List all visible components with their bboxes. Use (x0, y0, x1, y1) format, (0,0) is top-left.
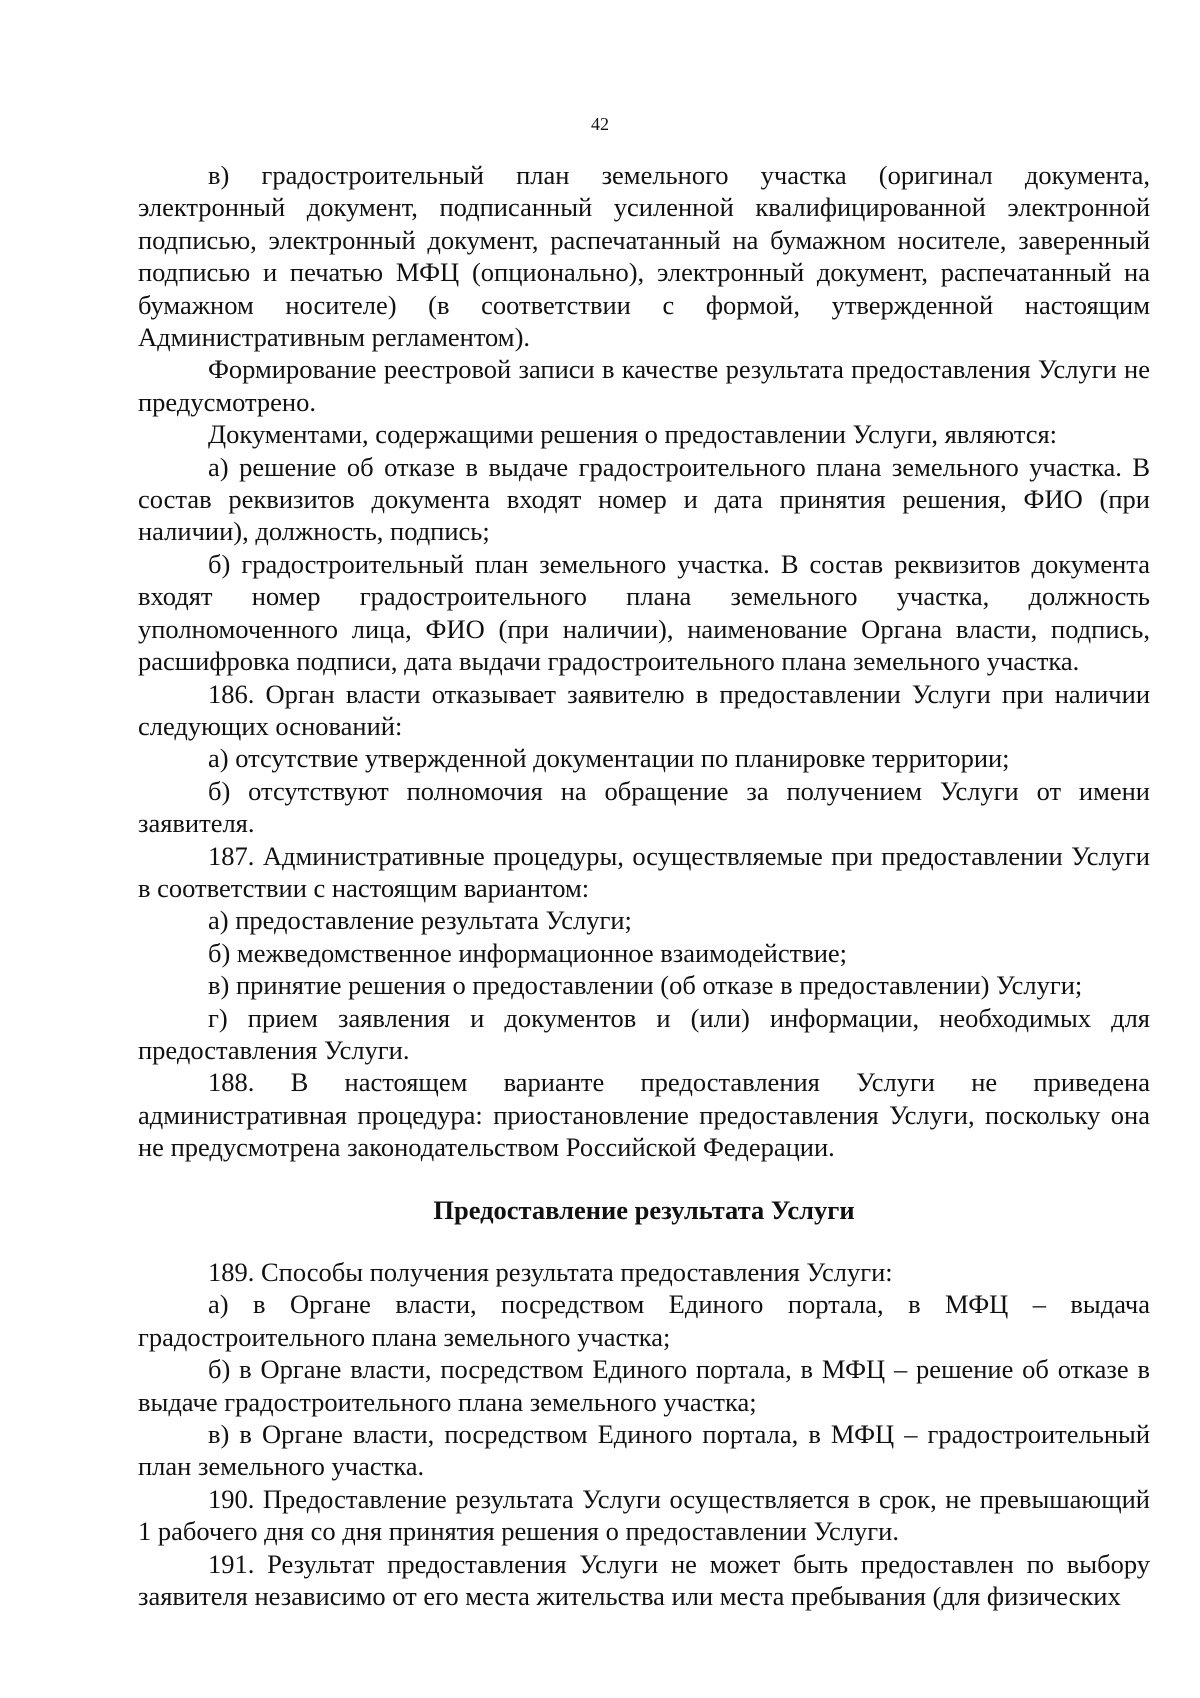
page-number: 42 (591, 114, 609, 134)
paragraph: 187. Административные процедуры, осуществляемые при предоставлении Услуги в соответствии с настоящим вариантом: (138, 840, 1150, 903)
paragraph: 190. Предоставление результата Услуги осуществляется в срок, не превышающий 1 рабочего дня со дня принятия решения о предоставлении Услуги. (138, 1483, 1150, 1547)
paragraph: а) отсутствие утвержденной документации по планировке территории; (208, 743, 1010, 774)
paragraph: б) межведомственное информационное взаимодействие; (208, 937, 848, 968)
document-body (138, 159, 1150, 1612)
paragraph: б) отсутствуют полномочия на обращение за получением Услуги от имени заявителя. (138, 775, 1150, 839)
paragraph: а) решение об отказе в выдаче градостроительного плана земельного участка. В состав реквизитов документа входят номер и дата принятия решения, ФИО (при наличии), должность, подпись; (138, 451, 1150, 547)
paragraph: 189. Способы получения результата предоставления Услуги: (208, 1257, 893, 1287)
section-heading: Предоставление результата Услуги (433, 1194, 855, 1225)
paragraph: 191. Результат предоставления Услуги не может быть предоставлен по выбору заявителя независимо от его места жительства или места пребывания (для физических (138, 1548, 1150, 1612)
paragraph: в) принятие решения о предоставлении (об отказе в предоставлении) Услуги; (208, 970, 1083, 1001)
paragraph: г) прием заявления и документов и (или) информации, необходимых для предоставления Услуги. (138, 1002, 1150, 1065)
paragraph: а) предоставление результата Услуги; (208, 905, 632, 936)
paragraph: 188. В настоящем варианте предоставления Услуги не приведена административная процедура: приостановление предоставления Услуги, поскольку она не предусмотрена законодательством Российской Федерации. (138, 1067, 1150, 1163)
paragraph: б) градостроительный план земельного участка. В состав реквизитов документа входят номер градостроительного плана земельного участка, должность уполномоченного лица, ФИО (при наличии), наименование Органа власти, подпись, расшифровка подписи, дата выдачи градостроительного плана земельного участка. (138, 548, 1150, 677)
paragraph: б) в Органе власти, посредством Единого портала, в МФЦ – решение об отказе в выдаче градостроительного плана земельного участка; (138, 1354, 1150, 1417)
paragraph: 186. Орган власти отказывает заявителю в предоставлении Услуги при наличии следующих оснований: (138, 678, 1150, 741)
paragraph: Формирование реестровой записи в качестве результата предоставления Услуги не предусмотрено. (138, 354, 1150, 417)
paragraph: Документами, содержащими решения о предоставлении Услуги, являются: (208, 419, 1058, 450)
paragraph: в) градостроительный план земельного участка (оригинал документа, электронный документ, подписанный усиленной квалифицированной электронной подписью, электронный документ, распечатанный на бумажном носителе, заверенный подписью и печатью МФЦ (опционально), электронный документ, распечатанный на бумажном носителе) (в соответствии с формой, утвержденной настоящим Административным регламентом). (138, 160, 1150, 353)
paragraph: а) в Органе власти, посредством Единого портала, в МФЦ – выдача градостроительного плана земельного участка; (138, 1289, 1150, 1352)
paragraph: в) в Органе власти, посредством Единого портала, в МФЦ – градостроительный план земельного участка. (138, 1419, 1150, 1482)
